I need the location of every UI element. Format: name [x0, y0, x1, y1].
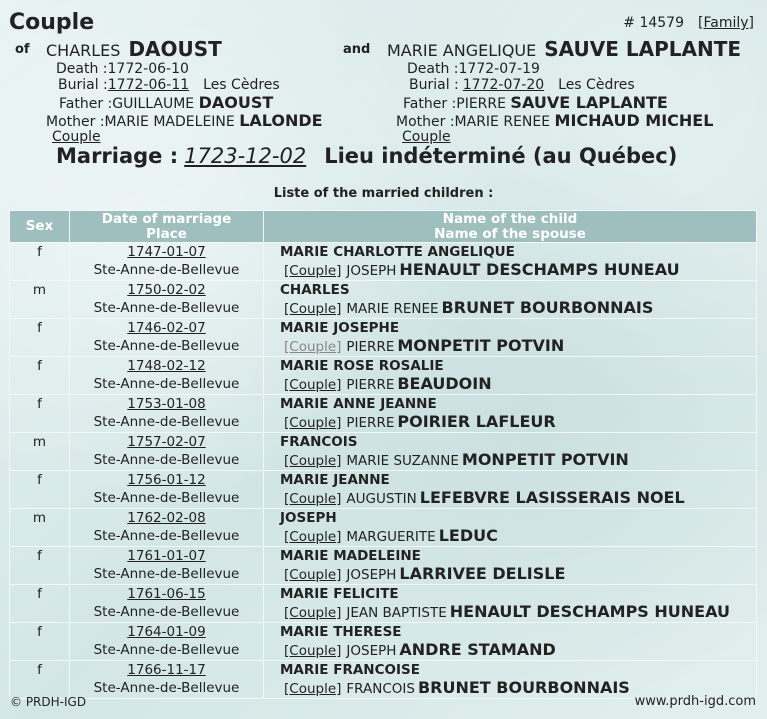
child-marriage-date-link[interactable]: 1761-01-07	[127, 548, 206, 564]
child-couple-link[interactable]: [Couple]	[284, 415, 342, 431]
wife-father-given: PIERRE	[456, 96, 506, 112]
child-marriage-cell	[70, 547, 264, 585]
marriage-line	[56, 144, 677, 168]
wife-mother-surname: MICHAUD MICHEL	[554, 111, 714, 130]
wife-burial-place: Les Cèdres	[558, 77, 635, 93]
wife-father	[403, 93, 668, 112]
husband-father-surname: DAOUST	[198, 93, 274, 112]
child-sex	[10, 623, 70, 661]
child-marriage-cell	[70, 281, 264, 319]
husband-given-name: CHARLES	[46, 41, 121, 60]
page-title: Couple	[9, 10, 95, 35]
child-couple-link[interactable]: [Couple]	[284, 301, 342, 317]
spouse-given-name: MARIE SUZANNE	[346, 453, 459, 469]
husband-burial-date-link[interactable]: 1772-06-11	[107, 77, 190, 93]
child-couple-link[interactable]: [Couple]	[284, 263, 342, 279]
child-name: MARIE FRANCOISE	[280, 662, 420, 678]
child-sex	[10, 319, 70, 357]
child-marriage-place: Ste-Anne-de-Bellevue	[93, 604, 240, 620]
wife-death-date: 1772-07-19	[458, 61, 540, 77]
spouse-given-name: MARIE RENEE	[346, 301, 439, 317]
wife-given-name: MARIE ANGELIQUE	[387, 41, 537, 60]
child-marriage-place: Ste-Anne-de-Bellevue	[93, 452, 240, 468]
child-sex-value: f	[37, 586, 42, 602]
child-sex	[10, 357, 70, 395]
wife-mother-given: MARIE RENEE	[454, 114, 551, 130]
child-marriage-place: Ste-Anne-de-Bellevue	[93, 642, 240, 658]
child-marriage-cell	[70, 433, 264, 471]
spouse-surname: MONPETIT POTVIN	[397, 336, 565, 355]
table-row	[10, 585, 757, 623]
child-marriage-date-link[interactable]: 1750-02-02	[127, 282, 206, 298]
husband-death-label: Death :	[56, 61, 108, 77]
child-sex-value: f	[37, 358, 42, 374]
child-couple-link[interactable]: [Couple]	[284, 453, 342, 469]
child-marriage-place: Ste-Anne-de-Bellevue	[93, 376, 240, 392]
child-sex	[10, 585, 70, 623]
child-marriage-date-link[interactable]: 1746-02-07	[127, 320, 206, 336]
spouse-given-name: AUGUSTIN	[346, 491, 417, 507]
child-marriage-date-link[interactable]: 1762-02-08	[127, 510, 206, 526]
husband-parents-couple-link[interactable]: Couple	[52, 129, 101, 145]
child-name: MARIE CHARLOTTE ANGELIQUE	[280, 244, 515, 260]
spouse-line	[280, 413, 756, 432]
husband-mother-surname: LALONDE	[239, 111, 323, 130]
spouse-given-name: PIERRE	[346, 339, 395, 355]
record-number: # 14579	[623, 15, 684, 31]
child-sex	[10, 243, 70, 281]
child-names-cell	[264, 395, 757, 433]
husband-mother	[46, 111, 323, 130]
spouse-given-name: MARGUERITE	[346, 529, 436, 545]
child-couple-link[interactable]: [Couple]	[284, 529, 342, 545]
child-name: MARIE THERESE	[280, 624, 402, 640]
child-marriage-place: Ste-Anne-de-Bellevue	[93, 414, 240, 430]
child-sex-value: m	[32, 282, 47, 298]
table-row	[10, 319, 757, 357]
husband-father-label: Father :	[59, 96, 113, 112]
child-sex	[10, 433, 70, 471]
husband-father-given: GUILLAUME	[112, 96, 195, 112]
spouse-given-name: JOSEPH	[346, 263, 397, 279]
child-marriage-place: Ste-Anne-de-Bellevue	[93, 680, 240, 696]
child-marriage-date-link[interactable]: 1761-06-15	[127, 586, 206, 602]
spouse-given-name: JOSEPH	[346, 643, 397, 659]
table-row	[10, 547, 757, 585]
child-names-cell	[264, 281, 757, 319]
child-marriage-cell	[70, 585, 264, 623]
header-child-name: Name of the child	[442, 210, 578, 227]
child-name: FRANCOIS	[280, 434, 358, 450]
child-sex-value: f	[37, 472, 42, 488]
child-sex	[10, 547, 70, 585]
child-couple-link[interactable]: [Couple]	[284, 567, 342, 583]
child-sex	[10, 395, 70, 433]
child-marriage-place: Ste-Anne-de-Bellevue	[93, 566, 240, 582]
wife-burial-date-link[interactable]: 1772-07-20	[462, 77, 545, 93]
child-couple-link[interactable]: [Couple]	[284, 377, 342, 393]
spouse-surname: BRUNET BOURBONNAIS	[417, 678, 630, 697]
child-marriage-cell	[70, 357, 264, 395]
marriage-place: Lieu indéterminé (au Québec)	[324, 144, 678, 168]
child-marriage-date-link[interactable]: 1757-02-07	[127, 434, 206, 450]
child-marriage-date-link[interactable]: 1753-01-08	[127, 396, 206, 412]
child-marriage-place: Ste-Anne-de-Bellevue	[93, 490, 240, 506]
header-date-place	[70, 211, 264, 243]
spouse-line	[280, 299, 756, 318]
header-sex: Sex	[10, 211, 70, 243]
spouse-surname: LEDUC	[438, 526, 498, 545]
child-sex	[10, 281, 70, 319]
spouse-surname: LEFEBVRE LASISSERAIS NOEL	[419, 488, 685, 507]
header-date: Date of marriage	[101, 210, 232, 227]
website-url: www.prdh-igd.com	[634, 694, 756, 709]
spouse-surname: ANDRE STAMAND	[399, 640, 556, 659]
table-header-row	[10, 211, 757, 243]
child-names-cell	[264, 243, 757, 281]
wife-father-surname: SAUVE LAPLANTE	[510, 93, 668, 112]
child-names-cell	[264, 319, 757, 357]
spouse-surname: HENAULT DESCHAMPS HUNEAU	[399, 260, 680, 279]
child-couple-link[interactable]: [Couple]	[284, 605, 342, 621]
spouse-given-name: PIERRE	[346, 415, 395, 431]
child-sex	[10, 509, 70, 547]
table-row	[10, 661, 757, 699]
table-row	[10, 243, 757, 281]
spouse-surname: BRUNET BOURBONNAIS	[441, 298, 654, 317]
child-marriage-place: Ste-Anne-de-Bellevue	[93, 300, 240, 316]
child-marriage-cell	[70, 243, 264, 281]
spouse-given-name: PIERRE	[346, 377, 395, 393]
child-names-cell	[264, 471, 757, 509]
wife-mother	[396, 111, 713, 130]
wife-mother-label: Mother :	[396, 114, 455, 130]
spouse-line	[280, 337, 756, 356]
child-sex-value: f	[37, 662, 42, 678]
spouse-line	[280, 489, 756, 508]
child-names-cell	[264, 623, 757, 661]
table-row	[10, 281, 757, 319]
child-marriage-place: Ste-Anne-de-Bellevue	[93, 338, 240, 354]
child-names-cell	[264, 661, 757, 699]
child-marriage-date-link[interactable]: 1748-02-12	[127, 358, 206, 374]
child-couple-link[interactable]: [Couple]	[284, 491, 342, 507]
children-table	[9, 210, 757, 699]
spouse-line	[280, 527, 756, 546]
spouse-line	[280, 451, 756, 470]
child-marriage-date-link[interactable]: 1764-01-09	[127, 624, 206, 640]
spouse-given-name: JEAN BAPTISTE	[346, 605, 447, 621]
table-row	[10, 509, 757, 547]
husband-mother-given: MARIE MADELEINE	[104, 114, 235, 130]
husband-burial	[58, 77, 280, 93]
spouse-line	[280, 641, 756, 660]
child-couple-link[interactable]: [Couple]	[284, 339, 342, 355]
child-marriage-date-link[interactable]: 1756-01-12	[127, 472, 206, 488]
child-sex	[10, 471, 70, 509]
husband-father	[59, 93, 273, 112]
wife-father-label: Father :	[403, 96, 457, 112]
spouse-surname: POIRIER LAFLEUR	[397, 412, 556, 431]
child-names-cell	[264, 509, 757, 547]
child-name: MARIE MADELEINE	[280, 548, 421, 564]
spouse-surname: MONPETIT POTVIN	[461, 450, 629, 469]
table-row	[10, 471, 757, 509]
marriage-date: 1723-12-02	[184, 144, 307, 168]
children-table-body	[10, 243, 757, 699]
child-sex-value: f	[37, 624, 42, 640]
child-sex-value: f	[37, 396, 42, 412]
child-marriage-cell	[70, 471, 264, 509]
husband-surname: DAOUST	[128, 37, 222, 61]
children-list-title: Liste of the married children :	[273, 186, 494, 201]
of-label: of	[15, 42, 30, 57]
child-sex	[10, 661, 70, 699]
child-name: MARIE JEANNE	[280, 472, 390, 488]
child-name: MARIE FELICITE	[280, 586, 399, 602]
child-sex-value: m	[32, 434, 47, 450]
wife-surname: SAUVE LAPLANTE	[544, 37, 742, 61]
husband-name	[46, 37, 222, 61]
child-sex-value: m	[32, 510, 47, 526]
child-couple-link[interactable]: [Couple]	[284, 681, 342, 697]
header-spouse-name: Name of the spouse	[434, 225, 586, 242]
child-marriage-place: Ste-Anne-de-Bellevue	[93, 262, 240, 278]
child-marriage-cell	[70, 395, 264, 433]
husband-burial-label: Burial :	[58, 77, 108, 93]
spouse-surname: LARRIVEE DELISLE	[399, 564, 566, 583]
child-marriage-place: Ste-Anne-de-Bellevue	[93, 528, 240, 544]
wife-death	[407, 61, 540, 77]
husband-death	[56, 61, 189, 77]
wife-burial-label: Burial :	[409, 77, 459, 93]
child-marriage-date-link[interactable]: 1766-11-17	[127, 662, 206, 678]
header-place: Place	[146, 225, 187, 242]
spouse-line	[280, 603, 756, 622]
spouse-given-name: FRANCOIS	[346, 681, 415, 697]
child-names-cell	[264, 585, 757, 623]
copyright: © PRDH-IGD	[10, 695, 87, 709]
child-sex-value: f	[37, 244, 42, 260]
child-marriage-cell	[70, 319, 264, 357]
child-name: MARIE ANNE JEANNE	[280, 396, 437, 412]
wife-death-label: Death :	[407, 61, 459, 77]
child-marriage-cell	[70, 623, 264, 661]
header-names	[264, 211, 757, 243]
and-label: and	[343, 42, 371, 57]
child-names-cell	[264, 433, 757, 471]
table-row	[10, 357, 757, 395]
spouse-given-name: JOSEPH	[346, 567, 397, 583]
spouse-surname: BEAUDOIN	[397, 374, 492, 393]
wife-burial	[409, 77, 635, 93]
child-name: MARIE ROSE ROSALIE	[280, 358, 444, 374]
family-link[interactable]: [Family]	[698, 15, 754, 31]
marriage-label: Marriage :	[56, 144, 179, 168]
child-names-cell	[264, 357, 757, 395]
spouse-line	[280, 261, 756, 280]
child-sex-value: f	[37, 548, 42, 564]
wife-parents-couple-link[interactable]: Couple	[402, 129, 451, 145]
husband-burial-place: Les Cèdres	[203, 77, 280, 93]
child-marriage-date-link[interactable]: 1747-01-07	[127, 244, 206, 260]
child-marriage-cell	[70, 661, 264, 699]
child-couple-link[interactable]: [Couple]	[284, 643, 342, 659]
child-sex-value: f	[37, 320, 42, 336]
table-row	[10, 623, 757, 661]
table-row	[10, 433, 757, 471]
table-row	[10, 395, 757, 433]
husband-death-date: 1772-06-10	[107, 61, 189, 77]
child-name: MARIE JOSEPHE	[280, 320, 400, 336]
wife-name	[387, 37, 741, 61]
child-names-cell	[264, 547, 757, 585]
child-name: JOSEPH	[280, 510, 337, 526]
child-marriage-cell	[70, 509, 264, 547]
husband-mother-label: Mother :	[46, 114, 105, 130]
spouse-surname: HENAULT DESCHAMPS HUNEAU	[449, 602, 730, 621]
spouse-line	[280, 565, 756, 584]
spouse-line	[280, 375, 756, 394]
child-name: CHARLES	[280, 282, 350, 298]
